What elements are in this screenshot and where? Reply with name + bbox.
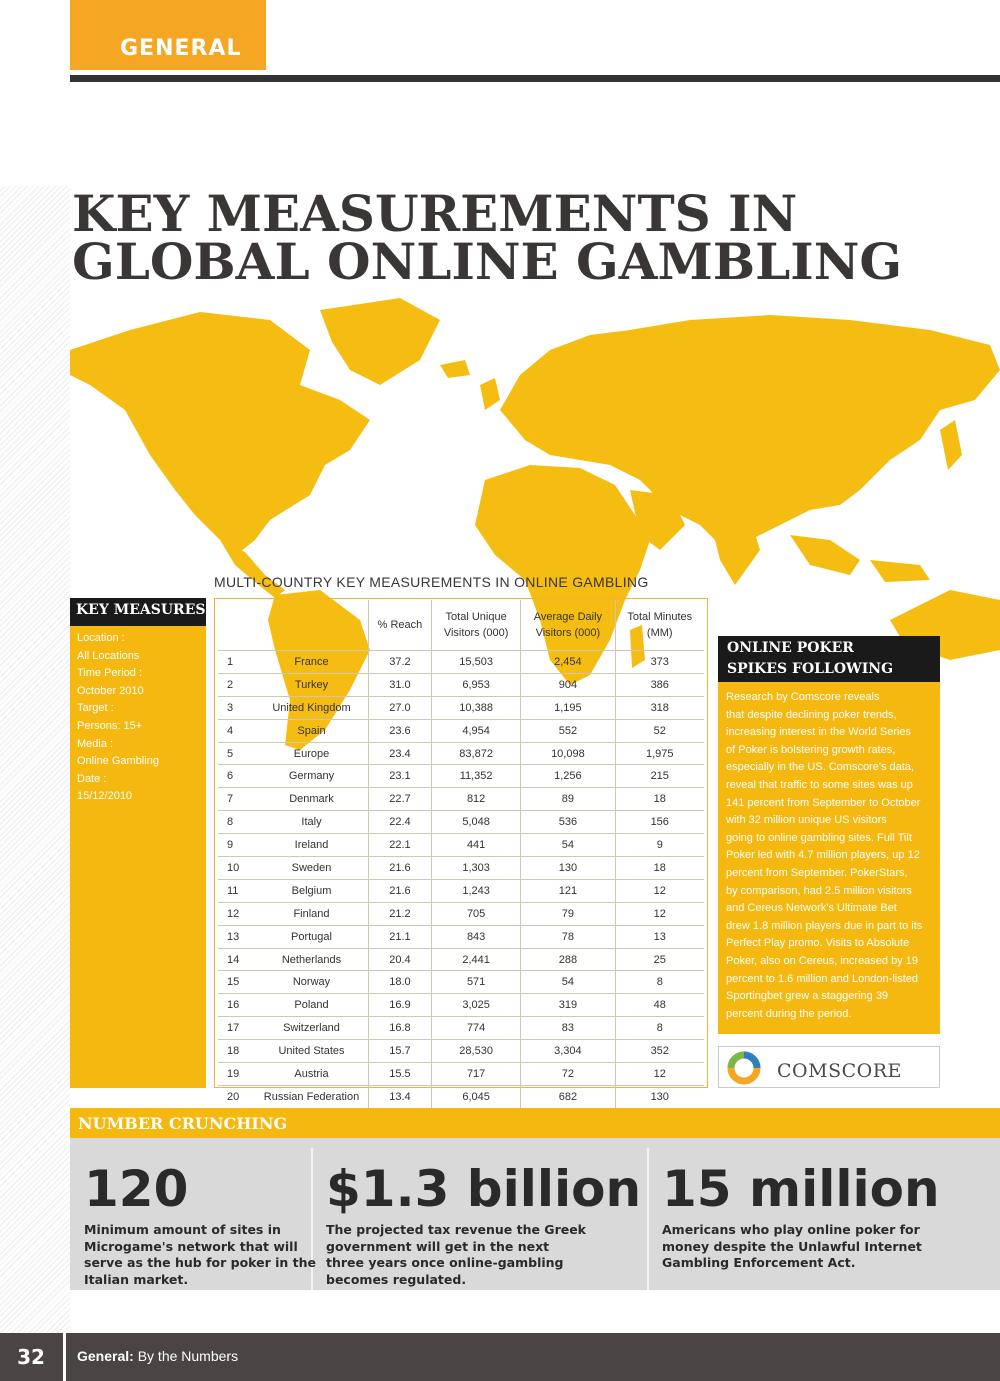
- reach-cell: 13.4: [369, 1085, 432, 1107]
- poker-body-line: that despite declining poker trends,: [726, 708, 897, 721]
- poker-body-line: percent during the period.: [726, 1007, 852, 1020]
- daily-header-line-1: Average Daily: [533, 611, 603, 623]
- stat-line: Minimum amount of sites in: [84, 1222, 281, 1237]
- poker-body-line: Perfect Play promo. Visits to Absolute: [726, 937, 910, 950]
- minutes-cell: 25: [615, 948, 704, 971]
- page-number: 32: [17, 1345, 45, 1369]
- rank-header: [218, 600, 255, 651]
- table-row: [218, 696, 704, 719]
- stat-line: government will get in the next: [326, 1238, 550, 1254]
- country-cell: Netherlands: [255, 948, 369, 971]
- title-line-2: GLOBAL ONLINE GAMBLING: [72, 232, 903, 291]
- country-cell: United States: [255, 1040, 369, 1063]
- minutes-header: [615, 600, 704, 651]
- key-measures-heading: KEY MEASURES: [76, 602, 206, 618]
- minutes-cell: 9: [615, 834, 704, 857]
- daily-cell: 1,195: [521, 696, 615, 719]
- reach-cell: 21.2: [369, 902, 432, 925]
- stat-line: becomes regulated.: [326, 1271, 467, 1287]
- comscore-logo: [718, 1046, 940, 1088]
- table-row: [218, 788, 704, 811]
- rank-cell: 6: [218, 765, 255, 788]
- daily-cell: 79: [521, 902, 615, 925]
- daily-header: [521, 600, 615, 651]
- footer-caption: [77, 1348, 238, 1364]
- stat-block: [662, 1160, 940, 1272]
- minutes-cell: 12: [615, 902, 704, 925]
- stat-description: [84, 1222, 316, 1288]
- stat-line: Gambling Enforcement Act.: [662, 1255, 856, 1270]
- poker-body-line: of Poker is bolstering growth rates,: [726, 743, 896, 756]
- minutes-cell: 156: [615, 811, 704, 834]
- daily-cell: 682: [521, 1085, 615, 1107]
- country-cell: Spain: [255, 719, 369, 742]
- number-crunching-bar: [70, 1108, 1000, 1138]
- visitors-header-line-2: Visitors (000): [443, 627, 509, 639]
- minutes-cell: 1,975: [615, 742, 704, 765]
- daily-cell: 78: [521, 925, 615, 948]
- visitors-cell: 11,352: [431, 765, 520, 788]
- reach-cell: 37.2: [369, 651, 432, 674]
- visitors-cell: 5,048: [431, 811, 520, 834]
- table-row: [218, 971, 704, 994]
- rank-cell: 2: [218, 673, 255, 696]
- reach-cell: 15.7: [369, 1040, 432, 1063]
- country-cell: Switzerland: [255, 1017, 369, 1040]
- hatched-margin: [0, 186, 70, 1336]
- minutes-cell: 215: [615, 765, 704, 788]
- minutes-header-line-1: Total Minutes: [627, 611, 693, 623]
- key-measure-line: All Locations: [77, 649, 140, 662]
- stat-value: $1.3 billion: [326, 1160, 642, 1218]
- daily-cell: 10,098: [521, 742, 615, 765]
- country-cell: France: [255, 651, 369, 674]
- stat-value: 120: [84, 1160, 189, 1218]
- poker-body-line: by comparison, had 2.5 million visitors: [726, 884, 912, 897]
- country-cell: Poland: [255, 994, 369, 1017]
- stat-description: [326, 1222, 641, 1288]
- country-cell: Norway: [255, 971, 369, 994]
- poker-body-line: and Cereus Network's Ultimate Bet: [726, 902, 897, 915]
- reach-cell: 16.8: [369, 1017, 432, 1040]
- table-row: [218, 742, 704, 765]
- reach-cell: 23.1: [369, 765, 432, 788]
- daily-cell: 3,304: [521, 1040, 615, 1063]
- daily-cell: 72: [521, 1063, 615, 1086]
- stat-block: [326, 1160, 642, 1288]
- reach-cell: 18.0: [369, 971, 432, 994]
- visitors-cell: 843: [431, 925, 520, 948]
- title-line-1: KEY MEASUREMENTS IN: [72, 184, 798, 243]
- poker-body-line: Poker, also on Cereus, increased by 19: [726, 954, 919, 967]
- daily-cell: 1,256: [521, 765, 615, 788]
- rank-cell: 14: [218, 948, 255, 971]
- visitors-cell: 28,530: [431, 1040, 520, 1063]
- daily-header-line-2: Visitors (000): [535, 627, 601, 639]
- key-measures-list: [77, 630, 205, 806]
- rank-cell: 18: [218, 1040, 255, 1063]
- minutes-cell: 13: [615, 925, 704, 948]
- key-measure-line: Persons: 15+: [77, 719, 143, 732]
- measurements-table: [218, 600, 704, 1108]
- rank-cell: 11: [218, 879, 255, 902]
- visitors-cell: 571: [431, 971, 520, 994]
- visitors-header-line-1: Total Unique: [445, 611, 507, 623]
- comscore-wordmark: comscore: [777, 1053, 902, 1084]
- daily-cell: 89: [521, 788, 615, 811]
- visitors-cell: 1,243: [431, 879, 520, 902]
- stat-divider: [647, 1148, 649, 1290]
- reach-cell: 23.4: [369, 742, 432, 765]
- key-measure-line: Time Period :: [77, 667, 143, 680]
- poker-heading-line-2: SPIKES FOLLOWING: [727, 661, 894, 677]
- poker-body-line: especially in the US. Comscore's data,: [726, 761, 914, 774]
- key-measure-line: Media :: [77, 737, 114, 750]
- visitors-cell: 2,441: [431, 948, 520, 971]
- table-header-row: [218, 600, 704, 651]
- rank-cell: 7: [218, 788, 255, 811]
- visitors-cell: 774: [431, 1017, 520, 1040]
- rank-cell: 5: [218, 742, 255, 765]
- key-measure-line: Online Gambling: [77, 755, 159, 768]
- table-row: [218, 1085, 704, 1107]
- daily-cell: 83: [521, 1017, 615, 1040]
- minutes-cell: 373: [615, 651, 704, 674]
- rank-cell: 9: [218, 834, 255, 857]
- minutes-cell: 12: [615, 1063, 704, 1086]
- footer-section: General:: [77, 1348, 134, 1364]
- stat-line: The projected tax revenue the Greek: [326, 1222, 586, 1237]
- poker-body-line: Sportingbet grew a staggering 39: [726, 990, 889, 1003]
- minutes-cell: 318: [615, 696, 704, 719]
- page-title: [72, 184, 972, 291]
- rank-cell: 20: [218, 1085, 255, 1107]
- table-row: [218, 925, 704, 948]
- key-measure-line: Date :: [77, 772, 107, 785]
- daily-cell: 121: [521, 879, 615, 902]
- reach-cell: 22.4: [369, 811, 432, 834]
- country-cell: Sweden: [255, 857, 369, 880]
- rank-cell: 13: [218, 925, 255, 948]
- daily-cell: 552: [521, 719, 615, 742]
- comscore-mark-icon: [727, 1051, 761, 1085]
- daily-cell: 54: [521, 834, 615, 857]
- visitors-cell: 4,954: [431, 719, 520, 742]
- visitors-cell: 705: [431, 902, 520, 925]
- key-measure-line: 15/12/2010: [77, 790, 133, 803]
- visitors-cell: 717: [431, 1063, 520, 1086]
- number-crunching-heading: NUMBER CRUNCHING: [78, 1114, 288, 1133]
- minutes-cell: 52: [615, 719, 704, 742]
- poker-body-line: increasing interest in the World Series: [726, 726, 912, 739]
- stat-line: serve as the hub for poker in the: [84, 1255, 317, 1270]
- poker-header: [718, 636, 940, 682]
- rank-cell: 15: [218, 971, 255, 994]
- country-cell: Denmark: [255, 788, 369, 811]
- stat-line: three years once online-gambling: [326, 1255, 564, 1270]
- section-tab: [70, 0, 266, 70]
- section-label: GENERAL: [120, 36, 242, 61]
- country-cell: Ireland: [255, 834, 369, 857]
- rank-cell: 4: [218, 719, 255, 742]
- stat-line: Italian market.: [84, 1271, 189, 1287]
- poker-heading-line-1: ONLINE POKER: [727, 640, 854, 656]
- minutes-cell: 18: [615, 857, 704, 880]
- reach-cell: 21.6: [369, 857, 432, 880]
- visitors-cell: 6,045: [431, 1085, 520, 1107]
- minutes-cell: 12: [615, 879, 704, 902]
- rank-cell: 3: [218, 696, 255, 719]
- country-cell: Finland: [255, 902, 369, 925]
- stat-description: [662, 1222, 940, 1272]
- rank-cell: 8: [218, 811, 255, 834]
- table-row: [218, 834, 704, 857]
- daily-cell: 54: [521, 971, 615, 994]
- visitors-cell: 15,503: [431, 651, 520, 674]
- table-row: [218, 1040, 704, 1063]
- daily-cell: 2,454: [521, 651, 615, 674]
- daily-cell: 130: [521, 857, 615, 880]
- table-row: [218, 1063, 704, 1086]
- reach-cell: 23.6: [369, 719, 432, 742]
- stat-line: Microgame's network that will: [84, 1238, 298, 1254]
- poker-body-line: going to online gambling sites. Full Tilt: [726, 831, 912, 844]
- stat-value: 15 million: [662, 1160, 940, 1218]
- rank-cell: 10: [218, 857, 255, 880]
- reach-cell: 15.5: [369, 1063, 432, 1086]
- stat-block: [84, 1160, 317, 1288]
- reach-header: % Reach: [369, 600, 432, 651]
- footer-divider: [63, 1333, 66, 1381]
- daily-cell: 904: [521, 673, 615, 696]
- poker-body-line: reveal that traffic to some sites was up: [726, 778, 913, 791]
- poker-body-line: Poker led with 4.7 million players, up 12: [726, 849, 920, 862]
- reach-cell: 21.6: [369, 879, 432, 902]
- table-title: MULTI-COUNTRY KEY MEASUREMENTS IN ONLINE GAMBLING: [214, 574, 649, 590]
- key-measure-line: Location :: [77, 632, 125, 644]
- reach-cell: 22.1: [369, 834, 432, 857]
- poker-body-line: drew 1.8 million players due in part to its: [726, 919, 923, 932]
- minutes-header-line-2: (MM): [646, 627, 673, 639]
- visitors-header: [431, 600, 520, 651]
- table-row: [218, 857, 704, 880]
- key-measure-line: Target :: [77, 702, 114, 715]
- rank-cell: 1: [218, 651, 255, 674]
- visitors-cell: 441: [431, 834, 520, 857]
- poker-body-line: Research by Comscore reveals: [726, 691, 880, 703]
- footer-subtitle: By the Numbers: [137, 1348, 239, 1364]
- reach-cell: 31.0: [369, 673, 432, 696]
- poker-body: [726, 689, 936, 1023]
- table-row: [218, 651, 704, 674]
- table-row: [218, 673, 704, 696]
- minutes-cell: 130: [615, 1085, 704, 1107]
- stat-line: money despite the Unlawful Internet: [662, 1238, 922, 1254]
- minutes-cell: 352: [615, 1040, 704, 1063]
- country-cell: Italy: [255, 811, 369, 834]
- rank-cell: 17: [218, 1017, 255, 1040]
- visitors-cell: 812: [431, 788, 520, 811]
- visitors-cell: 1,303: [431, 857, 520, 880]
- reach-cell: 16.9: [369, 994, 432, 1017]
- poker-body-line: with 32 million unique US visitors: [726, 814, 887, 827]
- minutes-cell: 18: [615, 788, 704, 811]
- visitors-cell: 83,872: [431, 742, 520, 765]
- table-row: [218, 719, 704, 742]
- reach-cell: 22.7: [369, 788, 432, 811]
- reach-cell: 27.0: [369, 696, 432, 719]
- rank-cell: 16: [218, 994, 255, 1017]
- key-measure-line: October 2010: [77, 684, 144, 697]
- table-row: [218, 879, 704, 902]
- minutes-cell: 8: [615, 1017, 704, 1040]
- table-row: [218, 765, 704, 788]
- minutes-cell: 8: [615, 971, 704, 994]
- table-row: [218, 902, 704, 925]
- country-cell: United Kingdom: [255, 696, 369, 719]
- daily-cell: 319: [521, 994, 615, 1017]
- table-row: [218, 1017, 704, 1040]
- minutes-cell: 386: [615, 673, 704, 696]
- reach-cell: 21.1: [369, 925, 432, 948]
- poker-body-line: percent to 1.6 million and London-listed: [726, 972, 919, 985]
- visitors-cell: 10,388: [431, 696, 520, 719]
- key-measures-header: [70, 598, 206, 626]
- minutes-cell: 48: [615, 994, 704, 1017]
- rank-cell: 12: [218, 902, 255, 925]
- country-cell: Turkey: [255, 673, 369, 696]
- reach-cell: 20.4: [369, 948, 432, 971]
- stat-line: Americans who play online poker for: [662, 1222, 920, 1237]
- visitors-cell: 3,025: [431, 994, 520, 1017]
- country-cell: Germany: [255, 765, 369, 788]
- visitors-cell: 6,953: [431, 673, 520, 696]
- table-row: [218, 948, 704, 971]
- daily-cell: 288: [521, 948, 615, 971]
- country-cell: Belgium: [255, 879, 369, 902]
- country-cell: Europe: [255, 742, 369, 765]
- table-row: [218, 994, 704, 1017]
- poker-body-line: 141 percent from September to October: [726, 796, 921, 809]
- poker-body-line: percent from September. PokerStars,: [726, 866, 908, 879]
- country-cell: Russian Federation: [255, 1085, 369, 1107]
- top-rule: [70, 75, 1000, 82]
- rank-cell: 19: [218, 1063, 255, 1086]
- country-cell: Portugal: [255, 925, 369, 948]
- country-cell: Austria: [255, 1063, 369, 1086]
- country-header: [255, 600, 369, 651]
- daily-cell: 536: [521, 811, 615, 834]
- table-row: [218, 811, 704, 834]
